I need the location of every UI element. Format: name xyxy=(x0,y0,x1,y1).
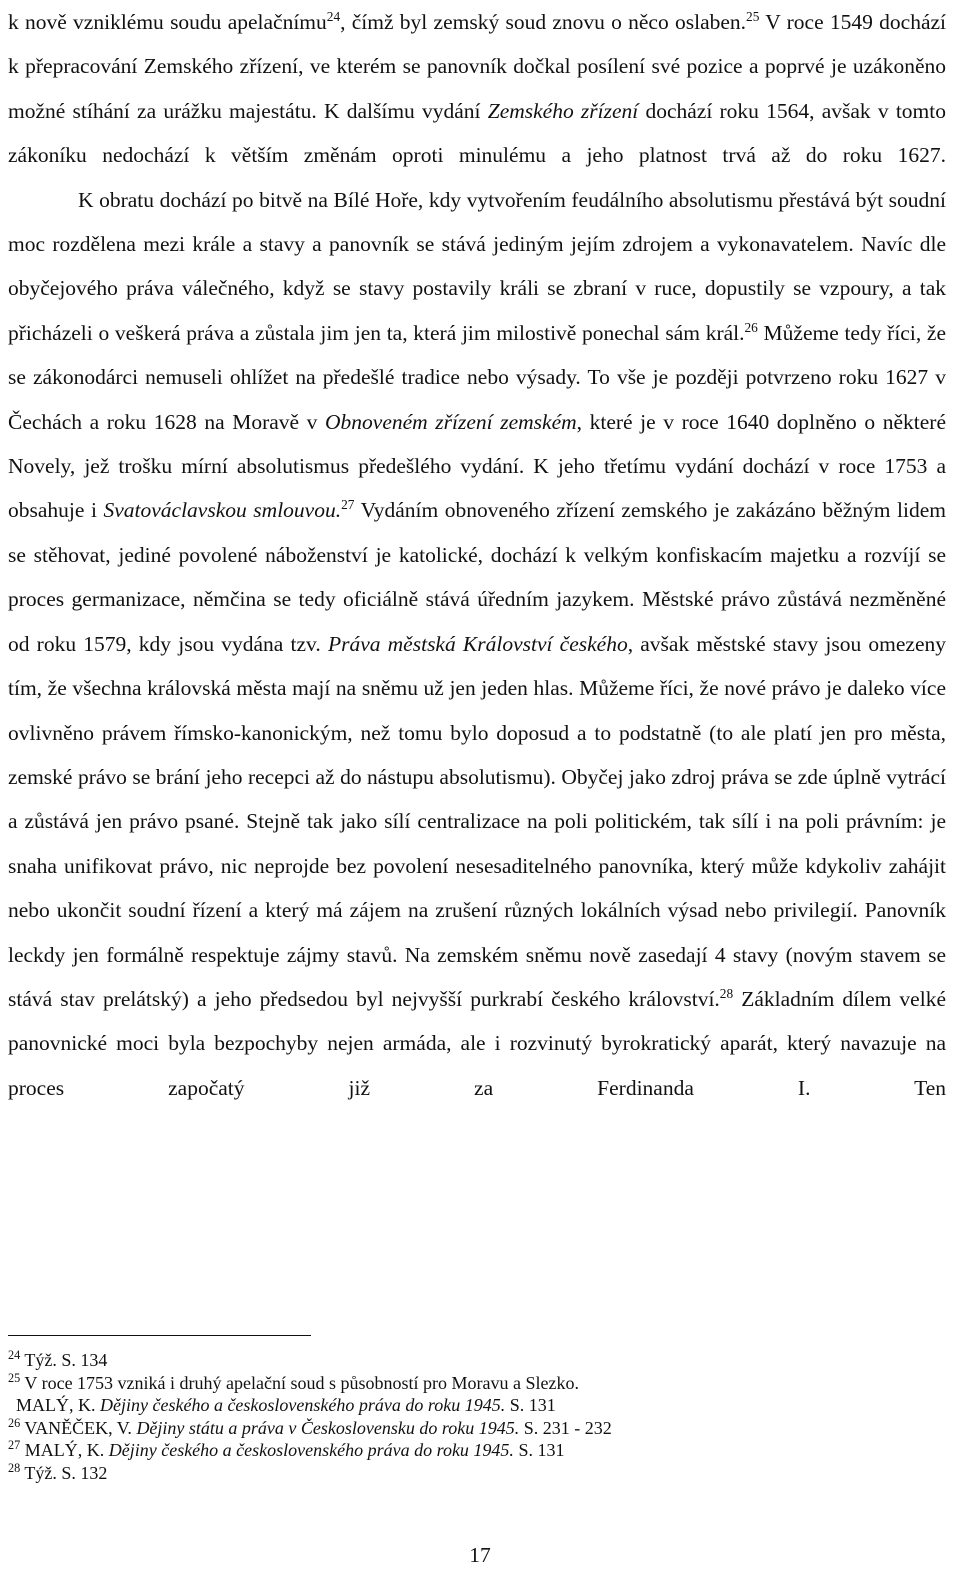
footnote-number: 27 xyxy=(8,1438,21,1452)
footnote-text: MALÝ, K. xyxy=(16,1395,100,1415)
footnote-number: 25 xyxy=(8,1370,21,1385)
paragraph xyxy=(8,0,946,178)
text-run: dochází roku 1564, avšak v tomto zákoníku nedochází k větším změnám oproti minulému a jeho platnost trvá až do roku 1627. xyxy=(8,98,946,168)
footnote-ref-27[interactable]: 27 xyxy=(341,497,355,513)
footnote-24 xyxy=(8,1349,948,1372)
footnote-number: 24 xyxy=(8,1348,21,1362)
footnote-ref-24[interactable]: 24 xyxy=(326,8,341,24)
page-number: 17 xyxy=(469,1543,491,1567)
footnote-ref-28[interactable]: 28 xyxy=(719,985,734,1001)
citation-title: Dějiny českého a československého práva do roku 1945. xyxy=(100,1395,506,1415)
footnote-text: Týž. S. 132 xyxy=(20,1462,108,1483)
footnote-number: 28 xyxy=(8,1460,21,1475)
footnote-ref-25[interactable]: 25 xyxy=(746,8,760,24)
paragraph xyxy=(8,178,946,1111)
footnote-text: Týž. S. 134 xyxy=(20,1350,108,1370)
footnote-text: S. 131 xyxy=(505,1395,556,1415)
text-run: Vydáním obnoveného zřízení zemského je zakázáno běžným lidem se stěhovat, jediné povolené náboženství je katolické, dochází k velkým konfiskacím majetku a rozvíjí se proces germanizace, němčina se tedy oficiálně stává úředním jazykem. Městské právo zůstává nezměněné od roku 1579, kdy jsou vydána tzv. xyxy=(8,498,947,656)
footnote-26 xyxy=(8,1417,948,1440)
footnote-28 xyxy=(8,1462,948,1485)
italic-title: Obnoveném zřízení zemském xyxy=(325,409,577,434)
footnote-text: S. 131 xyxy=(513,1440,565,1460)
footnotes xyxy=(8,1349,948,1484)
footnote-text: S. 231 - 232 xyxy=(519,1417,612,1438)
footnote-separator xyxy=(8,1335,311,1336)
text-run: k nově vzniklému soudu apelačnímu xyxy=(8,10,327,34)
text-run: , které je v roce 1640 doplněno o některé Novely, jež trošku mírní absolutismus předešlého vydání. K jeho třetímu vydání dochází v roce 1753 a obsahuje i xyxy=(8,409,947,523)
text-run: Základním dílem velké panovnické moci byla bezpochyby nejen armáda, ale i rozvinutý byrokratický aparát, který navazuje na proces započatý již za Ferdinanda I. Ten xyxy=(8,986,946,1100)
footnote-text: VANĚČEK, V. xyxy=(20,1417,137,1438)
text-run: K obratu dochází po bitvě na Bílé Hoře, kdy vytvořením feudálního absolutismu přestává být soudní moc rozdělena mezi krále a stavy a panovník se stává jediným jejím zdrojem a vykonavatelem. Navíc dle obyčejového práva válečného, když se stavy postavily králi se zbraní v ruce, dopustily se vzpoury, a tak přicházeli o veškerá práva a zůstala jim jen ta, která jim milostivě ponechal sám král. xyxy=(8,187,946,345)
italic-title: Zemského zřízení xyxy=(487,98,639,123)
citation-title: Dějiny českého a československého práva do roku 1945. xyxy=(108,1440,514,1460)
footnote-text: MALÝ, K. xyxy=(20,1440,109,1460)
italic-title: Práva městská Království českého xyxy=(327,631,628,656)
text-run: V roce 1549 dochází k přepracování Zemského zřízení, ve kterém se panovník dočkal posílení své pozice a poprvé je uzákoněno možné stíhání za urážku majestátu. K dalšímu vydání xyxy=(8,10,946,123)
text-run: , avšak městské stavy jsou omezeny tím, že všechna královská města mají na sněmu už jen jeden hlas. Můžeme říci, že nové právo je daleko více ovlivněno právem římsko-kanonickým, než tomu bylo doposud a to podstatně (to ale platí jen pro města, zemské právo se brání jeho recepci až do nástupu absolutismu). Obyčej jako zdroj práva se zde úplně vytrácí a zůstává jen právo psané. Stejně tak jako sílí centralizace na poli politickém, tak sílí i na poli právním: je snaha unifikovat právo, nic neprojde bez povolení nesesaditelného panovníka, který může kdykoliv zahájit nebo ukončit soudní řízení a který má zájem na zrušení různých lokálních výsad nebo privilegií. Panovník leckdy jen formálně respektuje zájmy stavů. Na zemském sněmu nově zasedají 4 stavy (novým stavem se stává stav prelátský) a jeho předsedou byl nejvyšší purkrabí českého království. xyxy=(8,631,946,1011)
footnote-25-continuation xyxy=(8,1394,948,1417)
footnote-text: V roce 1753 vzniká i druhý apelační soud s působností pro Moravu a Slezko. xyxy=(20,1372,579,1393)
footnote-27 xyxy=(8,1439,948,1462)
body-text xyxy=(8,0,946,1110)
text-run: , čímž byl zemský soud znovu o něco oslaben. xyxy=(340,10,747,34)
italic-title: Svatováclavskou smlouvou. xyxy=(103,498,342,523)
footnote-number: 26 xyxy=(8,1415,21,1430)
footnote-25 xyxy=(8,1372,948,1395)
text-run: Můžeme tedy říci, že se zákonodárci nemuseli ohlížet na předešlé tradice nebo výsady. To vše je později potvrzeno roku 1627 v Čechách a roku 1628 na Moravě v xyxy=(8,320,946,434)
footnote-ref-26[interactable]: 26 xyxy=(744,319,758,335)
citation-title: Dějiny státu a práva v Československu do roku 1945. xyxy=(136,1417,520,1438)
